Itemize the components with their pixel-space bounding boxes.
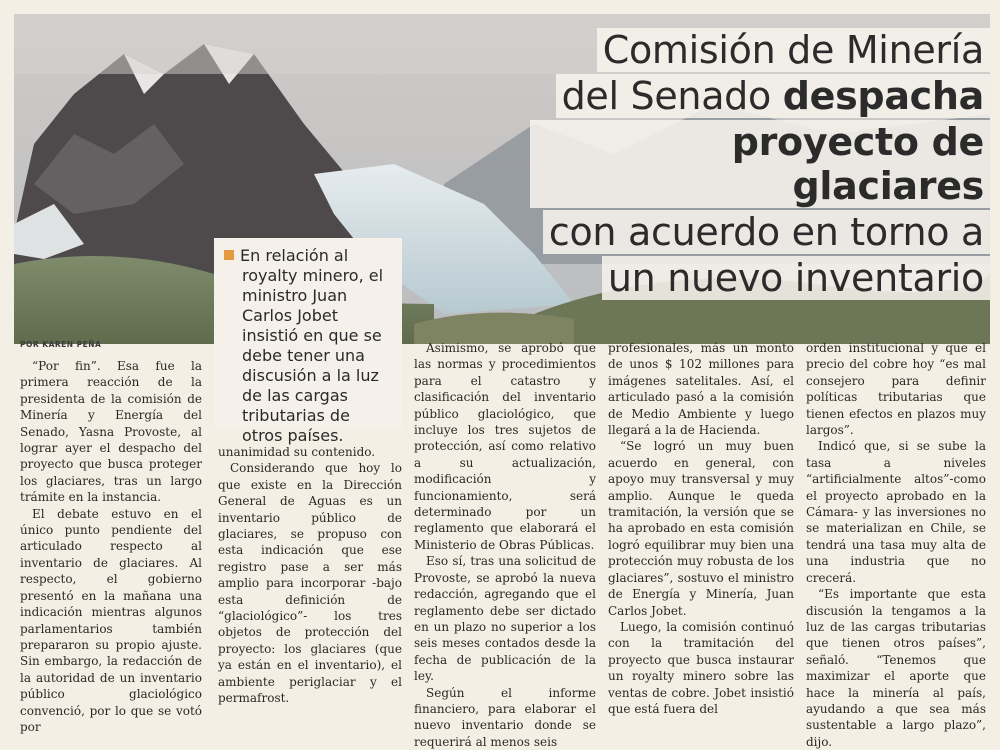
headline-line-2-light: del Senado (561, 74, 783, 118)
headline-line-3-bold: proyecto de glaciares (731, 120, 984, 208)
paragraph: “Por fin”. Esa fue la primera reacción de la presidenta de la comisión de Minería y Energía del Senado, Yasna Provoste, al lograr ayer el despacho del proyecto que busca proteger los glaciares, tras un largo trámite en la instancia. (20, 359, 202, 505)
headline-line-2 (556, 74, 990, 118)
article-column-2 (218, 444, 402, 707)
paragraph: “Se logró un muy buen acuerdo en general, con apoyo muy transversal y muy amplio. Aunque le queda tramitación, la versión que se ha aprobado en esta comisión logró equilibrar muy bien una protección muy robusta de los glaciares”, sostuvo el ministro de Energía y Minería, Juan Carlos Jobet. (608, 439, 794, 618)
orange-square-icon (224, 250, 234, 260)
paragraph: unanimidad su contenido. (218, 445, 376, 459)
headline-line-3 (530, 120, 990, 208)
paragraph: Indicó que, si se sube la tasa a niveles “artificialmente altos”-como el proyecto aprobado en la Cámara- y las inversiones no se materializan en Chile, se tendrá una tasa muy alta de una industria que no crecerá. (806, 439, 986, 585)
paragraph: Luego, la comisión continuó con la tramitación del proyecto que busca instaurar un royalty minero sobre las ventas de cobre. Jobet insistió que está fuera del (608, 619, 794, 716)
paragraph: profesionales, más un monto de unos $ 102 millones para imágenes satelitales. Así, el articulado pasó a la comisión de Medio Ambiente y luego llegará a la de Hacienda. (608, 341, 794, 438)
byline: POR KAREN PEÑA (20, 340, 102, 349)
paragraph: El debate estuvo en el único punto pendiente del articulado respecto al inventario de glaciares. Al respecto, el gobierno presentó en la mañana una indicación mientras algunos parlamentarios también prepararon su propio ajuste. Sin embargo, la redacción de la autoridad de un inventario público glaciológico convenció, por lo que se votó por (20, 506, 202, 734)
article-column-1 (20, 358, 202, 735)
article-column-3 (414, 340, 596, 750)
pull-quote-text: En relación al royalty minero, el ministro Juan Carlos Jobet insistió en que se debe tener una discusión a la luz de las cargas tributarias de otros países. (240, 246, 384, 445)
pull-quote (224, 246, 392, 446)
headline-line-4: con acuerdo en torno a (543, 210, 990, 254)
headline-line-5: un nuevo inventario (602, 256, 990, 300)
paragraph: Asimismo, se aprobó que las normas y procedimientos para el catastro y clasificación del inventario público glaciológico, que incluye los tres sujetos de protección, así como relativo a su actualización, modificación y funcionamiento, será determinado por un reglamento que elaborará el Ministerio de Obras Públicas. (414, 341, 596, 552)
paragraph: orden institucional y que el precio del cobre hoy “es mal consejero para definir políticas tributarias que tienen efectos en plazos muy largos”. (806, 341, 986, 438)
paragraph: Eso sí, tras una solicitud de Provoste, se aprobó la nueva redacción, agregando que el reglamento debe ser dictado en un plazo no superior a los seis meses contados desde la fecha de publicación de la ley. (414, 554, 596, 684)
pull-quote-box (214, 238, 402, 445)
headline-line-1: Comisión de Minería (597, 28, 990, 72)
headline (530, 28, 990, 302)
paragraph: Considerando que hoy lo que existe en la Dirección General de Aguas es un inventario público de glaciares, se propuso con esta indicación que ese registro pase a ser más amplio para incorporar -bajo esta definición de “glaciológico”- los tres objetos de protección del proyecto: los glaciares (que ya están en el inventario), el ambiente periglaciar y el permafrost. (218, 461, 402, 706)
paragraph: Según el informe financiero, para elaborar el nuevo inventario donde se requerirá al menos seis (414, 685, 596, 749)
article-column-4 (608, 340, 794, 717)
headline-line-2-bold: despacha (782, 74, 984, 118)
article-column-5 (806, 340, 986, 750)
paragraph: “Es importante que esta discusión la tengamos a la luz de las cargas tributarias que tienen otros países”, señaló. “Tenemos que maximizar el aporte que hace la minería al país, ayudando a que sea más sustentable a largo plazo”, dijo. (806, 587, 986, 749)
